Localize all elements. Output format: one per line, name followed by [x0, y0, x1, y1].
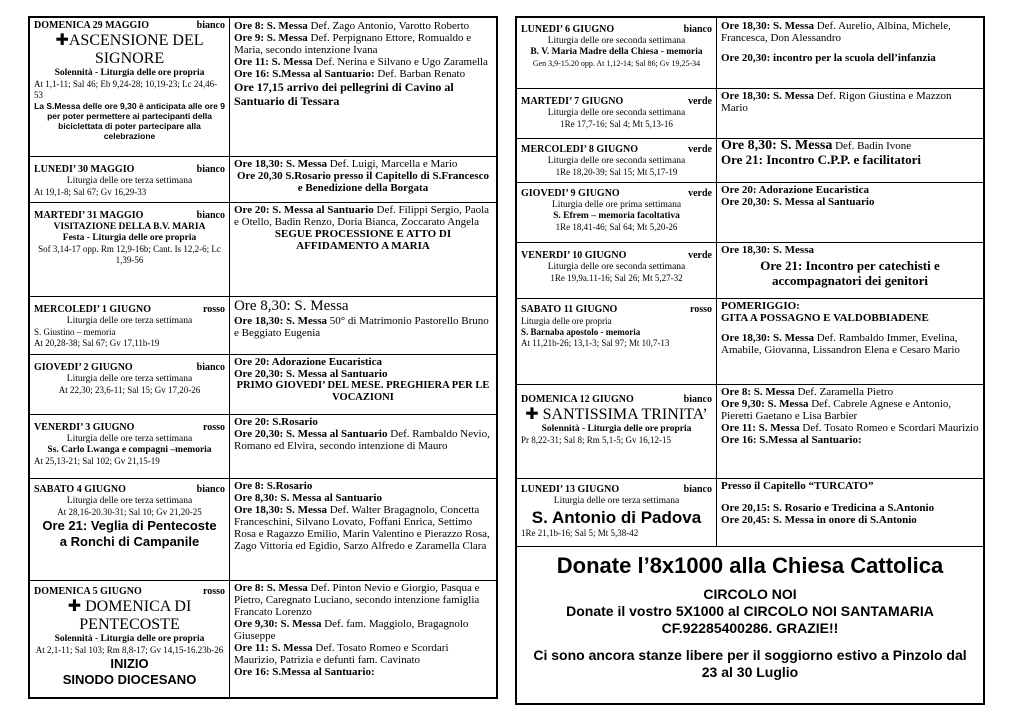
day-row-29-may	[30, 18, 496, 157]
readings: At 11,21b-26; 13,1-3; Sal 97; Mt 10,7-13	[521, 338, 670, 348]
left-calendar-panel	[28, 16, 498, 699]
mass-intention: Def. Badin Ivone	[832, 140, 912, 152]
mass-intention: Def. Aurelio, Albina, Michele, Francesca, Don Alessandro	[721, 20, 951, 44]
day-date: GIOVEDI’ 9 GIUGNO	[521, 188, 620, 199]
mass-notice: La S.Messa delle ore 9,30 è anticipata alle ore 9 per poter permettere ai partecipanti della biciclettata di poter partecipare alla celebrazione	[34, 101, 225, 141]
mass-intention: Def. Filippi Sergio, Paola e Otello, Badin Renzo, Doria Bianca, Zoccarato Angela	[234, 204, 490, 228]
readings: At 20,28-38; Sal 67; Gv 17,11b-19	[34, 338, 160, 348]
feast-title: ✚ASCENSIONE DEL SIGNORE	[55, 32, 204, 67]
school-meeting: Ore 20,30: incontro per la scuola dell’infanzia	[721, 52, 936, 64]
readings: 1Re 18,41-46; Sal 64; Mt 5,20-26	[555, 222, 678, 232]
mass-intention: Def. Barban Renato	[374, 68, 466, 80]
afternoon-label: POMERIGGIO:	[721, 300, 800, 312]
vigil-location: a Ronchi di Campanile	[59, 534, 200, 549]
liturgy-week: Liturgia delle ore seconda settimana	[547, 156, 686, 166]
right-calendar-panel	[515, 16, 985, 705]
liturgy-week: Liturgia delle ore seconda settimana	[547, 108, 686, 118]
liturgy-week: Liturgia delle ore seconda settimana	[547, 36, 686, 46]
day-date: LUNEDI’ 13 GIUGNO	[521, 484, 620, 495]
readings: At 19,1-8; Sal 67; Gv 16,29-33	[34, 187, 147, 197]
feast-name: VISITAZIONE DELLA B.V. MARIA	[53, 222, 206, 232]
day-row-13-june	[517, 478, 983, 547]
readings: 1Re 21,1b-16; Sal 5; Mt 5,38-42	[521, 528, 639, 538]
liturgy-week: Liturgia delle ore terza settimana	[66, 316, 193, 326]
feast-title: ✚ SANTISSIMA TRINITA’	[525, 406, 708, 423]
rosary-event: Ore 8: S.Rosario	[234, 480, 313, 492]
readings: 1Re 18,20-39; Sal 15; Mt 5,17-19	[555, 167, 678, 177]
synod-name: SINODO DIOCESANO	[62, 672, 197, 687]
liturgical-color: rosso	[202, 586, 225, 597]
mass-time: Ore 9,30: S. Messa	[234, 618, 322, 630]
day-row-4-june	[30, 478, 496, 581]
feast-type: Festa - Liturgia delle ore propria	[62, 233, 197, 243]
rosary-event: Ore 20: S.Rosario	[234, 416, 318, 428]
mass-time: Ore 20: S. Messa al Santuario	[234, 204, 374, 216]
liturgy-week: Liturgia delle ore terza settimana	[66, 496, 193, 506]
liturgical-color: bianco	[683, 394, 712, 405]
mass-time: Ore 9,30: S. Messa	[721, 398, 809, 410]
chapel-location: Presso il Capitello “TURCATO”	[721, 480, 874, 492]
mass-intention: Def. Walter Bragagnolo, Concetta Franceschini, Silvano Lovato, Foffani Enrica, Settimo Rosa e Ragazzo Emilio, Marin Valentino e Pierazzo Rosa, Zago Vittoria ed Egidio, Sarzo Alfredo e Zaramella Clara	[234, 504, 490, 552]
day-date: DOMENICA 29 MAGGIO	[34, 20, 149, 31]
day-date: MARTEDI’ 7 GIUGNO	[521, 96, 624, 107]
liturgy-week: Liturgia delle ore terza settimana	[66, 374, 193, 384]
liturgical-color: verde	[688, 144, 712, 155]
day-row-7-june	[517, 88, 983, 139]
mass-time: Ore 16: S.Messa al Santuario:	[721, 434, 862, 446]
council-meeting: Ore 21: Incontro C.P.P. e facilitatori	[721, 152, 922, 167]
readings: At 1,1-11; Sal 46; Eb 9,24-28; 10,19-23; Lc 24,46-53	[34, 79, 218, 100]
day-row-1-june	[30, 296, 496, 355]
trip-event: GITA A POSSAGNO E VALDOBBIADENE	[721, 312, 929, 324]
mass-time-large: Ore 8,30: S. Messa	[234, 298, 349, 314]
mass-intention: Def. fam. Maggiolo, Bragagnolo Giuseppe	[234, 618, 469, 642]
mass-time: Ore 18,30: S. Messa	[721, 20, 814, 32]
readings: 1Re 17,7-16; Sal 4; Mt 5,13-16	[560, 119, 673, 129]
mass-time: Ore 18,30: S. Messa	[234, 315, 327, 327]
readings: At 2,1-11; Sal 103; Rm 8,8-17; Gv 14,15-16.23b-26	[35, 645, 224, 655]
day-row-8-june	[517, 138, 983, 183]
mass-intention: Def. Pinton Nevio e Giorgio, Pasqua e Pietro, Caregnato Luciano, secondo intenzione famiglia Francato Lorenzo	[234, 582, 480, 618]
donation-footer	[517, 546, 983, 703]
mass-time: Ore 9: S. Messa	[234, 32, 308, 44]
day-row-3-june	[30, 414, 496, 479]
mass-time: Ore 8: S. Messa	[721, 386, 795, 398]
readings: 1Re 19,9a.11-16; Sal 26; Mt 5,27-32	[550, 273, 683, 283]
mass-intention: Def. Rambaldo Immer, Evelina, Amabile, Giovanna, Lissandron Elena e Cesaro Mario	[721, 332, 960, 356]
readings: Gen 3,9-15.20 opp. At 1,12-14; Sal 86; Gv 19,25-34	[532, 59, 701, 68]
day-row-12-june	[517, 384, 983, 479]
day-date: MARTEDI’ 31 MAGGIO	[34, 210, 144, 221]
liturgical-color: bianco	[196, 484, 225, 495]
liturgical-color: rosso	[689, 304, 712, 315]
mass-intention: Def. Nerina e Silvano e Ugo Zaramella	[312, 56, 488, 68]
mass-time: Ore 8: S. Messa	[234, 582, 308, 594]
readings: At 25,13-21; Sal 102; Gv 21,15-19	[34, 456, 160, 466]
day-row-31-may	[30, 202, 496, 297]
solemnity-label: Solennità - Liturgia delle ore propria	[54, 68, 205, 78]
synod-start: INIZIO	[110, 656, 149, 671]
liturgical-color: bianco	[196, 362, 225, 373]
readings: At 22,30; 23,6-11; Sal 15; Gv 17,20-26	[58, 385, 201, 395]
mass-intention: Def. Zago Antonio, Varotto Roberto	[307, 20, 470, 32]
rosary-event: Ore 20,30 S.Rosario presso il Capitello di S.Francesco e Benedizione della Borgata	[237, 170, 489, 194]
day-date: DOMENICA 5 GIUGNO	[34, 586, 142, 597]
day-row-5-june	[30, 580, 496, 697]
day-row-2-june	[30, 354, 496, 415]
liturgical-color: bianco	[196, 164, 225, 175]
mass-time: Ore 11: S. Messa	[721, 422, 800, 434]
mass-time: Ore 8,30: S. Messa	[721, 138, 833, 153]
liturgy-week: Liturgia delle ore terza settimana	[553, 496, 680, 506]
mass-time: Ore 18,30: S. Messa	[234, 158, 327, 170]
summer-stay-notice: Ci sono ancora stanze libere per il soggiorno estivo a Pinzolo dal 23 al 30 Luglio	[533, 647, 967, 680]
day-row-30-may	[30, 156, 496, 203]
memorial: S. Efrem – memoria facoltativa	[553, 211, 680, 221]
vocations-prayer: PRIMO GIOVEDI’ DEL MESE. PREGHIERA PER LE VOCAZIONI	[236, 380, 490, 403]
day-date: LUNEDI’ 6 GIUGNO	[521, 24, 615, 35]
tax-code: CF.92285400286. GRAZIE!!	[661, 620, 839, 636]
day-row-9-june	[517, 182, 983, 243]
readings: At 28,16-20.30-31; Sal 10; Gv 21,20-25	[57, 507, 202, 517]
mass-intention: Def. Cabrele Agnese e Antonio, Pieretti Gaetano e Lisa Barbier	[721, 398, 952, 422]
pentecost-vigil: Ore 21: Veglia di Pentecoste	[42, 518, 217, 533]
readings: Sof 3,14-17 opp. Rm 12,9-16b; Cant. Is 12,2-6; Lc 1,39-56	[38, 244, 221, 265]
catechists-meeting: Ore 21: Incontro per catechisti e accompagnatori dei genitori	[760, 258, 940, 288]
donation-title: Donate l’8x1000 alla Chiesa Cattolica	[556, 553, 944, 578]
procession-notice: SEGUE PROCESSIONE E ATTO DI AFFIDAMENTO A MARIA	[274, 228, 452, 252]
day-date: DOMENICA 12 GIUGNO	[521, 394, 634, 405]
liturgy-week: Liturgia delle ore terza settimana	[66, 434, 193, 444]
memorial: S. Barnaba apostolo - memoria	[521, 327, 641, 337]
liturgy-week: Liturgia delle ore seconda settimana	[547, 262, 686, 272]
mass-time: Ore 20,45: S. Messa in onore di S.Antonio	[721, 514, 917, 526]
solemnity-label: Solennità - Liturgia delle ore propria	[541, 424, 692, 434]
liturgical-color: verde	[688, 96, 712, 107]
day-date: SABATO 11 GIUGNO	[521, 304, 618, 315]
day-row-10-june	[517, 242, 983, 299]
liturgical-color: verde	[688, 250, 712, 261]
day-date: SABATO 4 GIUGNO	[34, 484, 126, 495]
mass-intention: Def. Zaramella Pietro	[794, 386, 894, 398]
solemnity-label: Solennità - Liturgia delle ore propria	[54, 634, 205, 644]
mass-time: Ore 16: S.Messa al Santuario:	[234, 68, 375, 80]
day-date: VENERDI’ 3 GIUGNO	[34, 422, 135, 433]
mass-intention: Def. Tosato Romeo e Scordari Maurizio	[799, 422, 979, 434]
mass-intention: Def. Rigon Giustina e Mazzon Mario	[721, 90, 952, 114]
day-date: LUNEDI’ 30 MAGGIO	[34, 164, 135, 175]
day-date: MERCOLEDI’ 8 GIUGNO	[521, 144, 639, 155]
liturgical-color: rosso	[202, 422, 225, 433]
memorial: Ss. Carlo Lwanga e compagni –memoria	[47, 445, 212, 455]
memorial: B. V. Maria Madre della Chiesa - memoria	[530, 47, 703, 57]
mass-time: Ore 18,30: S. Messa	[721, 332, 814, 344]
donation-line: Donate il vostro 5X1000 al CIRCOLO NOI SANTAMARIA	[566, 603, 934, 619]
liturgical-color: rosso	[202, 304, 225, 315]
mass-time: Ore 20,30: S. Messa al Santuario	[234, 428, 388, 440]
mass-intention: Def. Rambaldo Nevio, Romano ed Elvira, secondo intenzione di Mauro	[234, 428, 490, 452]
mass-intention: Def. Perpignano Ettore, Romualdo e Maria, secondo intenzione Ivana	[234, 32, 472, 56]
mass-time: Ore 18,30: S. Messa	[721, 90, 814, 102]
rosary-event: Ore 20,15: S. Rosario e Tredicina a S.Antonio	[721, 502, 935, 514]
day-row-11-june	[517, 298, 983, 385]
mass-time: Ore 16: S.Messa al Santuario:	[234, 666, 375, 678]
liturgical-color: bianco	[196, 210, 225, 221]
day-date: GIOVEDI’ 2 GIUGNO	[34, 362, 133, 373]
pilgrims-arrival: Ore 17,15 arrivo dei pellegrini di Cavino al Santuario di Tessara	[234, 80, 454, 108]
saint-name: S. Antonio di Padova	[531, 508, 702, 527]
liturgy-week: Liturgia delle ore propria	[521, 316, 612, 326]
mass-time: Ore 20,30: S. Messa al Santuario	[234, 368, 388, 380]
mass-time: Ore 18,30: S. Messa	[234, 504, 327, 516]
liturgical-color: bianco	[683, 24, 712, 35]
liturgy-week: Liturgia delle ore terza settimana	[66, 176, 193, 186]
feast-title: ✚ DOMENICA DI PENTECOSTE	[67, 598, 192, 633]
day-row-6-june	[517, 18, 983, 89]
memorial: S. Giustino – memoria	[34, 327, 116, 337]
day-date: MERCOLEDI’ 1 GIUGNO	[34, 304, 152, 315]
liturgical-color: verde	[688, 188, 712, 199]
liturgy-week: Liturgia delle ore prima settimana	[551, 200, 682, 210]
mass-time: Ore 11: S. Messa	[234, 56, 313, 68]
readings: Pr 8,22-31; Sal 8; Rm 5,1-5; Gv 16,12-15	[521, 435, 671, 445]
mass-intention: Def. Tosato Romeo e Scordari Maurizio, Patrizia e defunti fam. Cavinato	[234, 642, 449, 666]
liturgical-color: bianco	[683, 484, 712, 495]
circle-name: CIRCOLO NOI	[703, 586, 797, 602]
mass-intention: 50° di Matrimonio Pastorello Bruno e Beggiato Eugenia	[234, 315, 489, 339]
liturgical-color: bianco	[196, 20, 225, 31]
adoration-event: Ore 20: Adorazione Eucaristica	[234, 356, 382, 368]
day-date: VENERDI’ 10 GIUGNO	[521, 250, 627, 261]
mass-time: Ore 8,30: S. Messa al Santuario	[234, 492, 382, 504]
mass-time: Ore 11: S. Messa	[234, 642, 313, 654]
mass-time: Ore 20,30: S. Messa al Santuario	[721, 196, 875, 208]
mass-time: Ore 18,30: S. Messa	[721, 244, 814, 256]
adoration-event: Ore 20: Adorazione Eucaristica	[721, 184, 869, 196]
mass-intention: Def. Luigi, Marcella e Mario	[326, 158, 458, 170]
mass-time: Ore 8: S. Messa	[234, 20, 308, 32]
